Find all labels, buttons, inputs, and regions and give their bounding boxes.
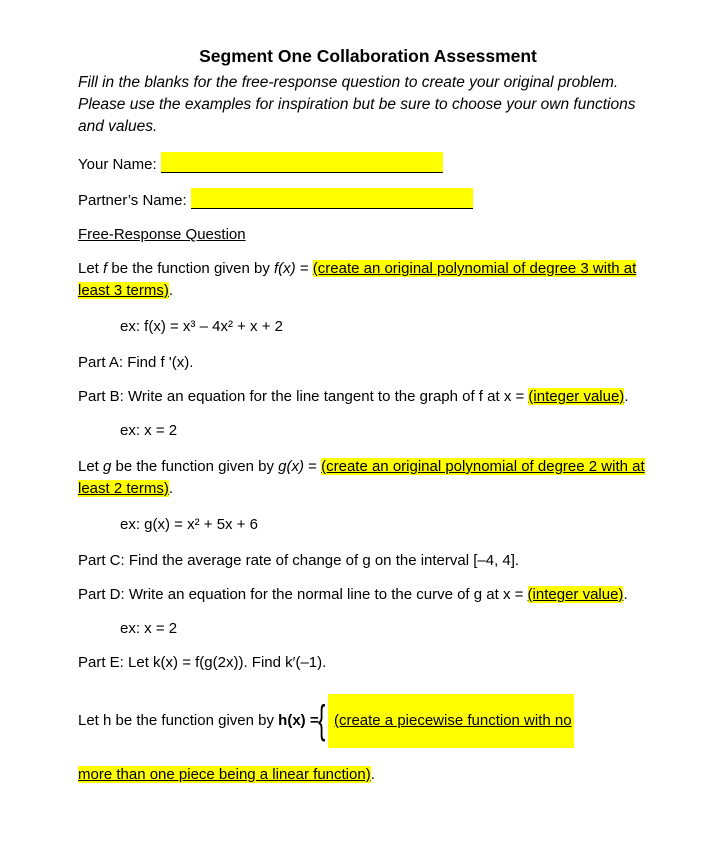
b-example: ex: x = 2 — [120, 422, 178, 439]
h-def-blank-box[interactable] — [328, 694, 574, 748]
h-def-end: . — [370, 766, 375, 783]
f-def-expr: f(x) — [273, 260, 296, 277]
g-def-expr: g(x) — [278, 458, 304, 475]
g-example: ex: g(x) = x² + 5x + 6 — [120, 516, 258, 533]
f-example: ex: f(x) = x³ – 4x² + x + 2 — [120, 318, 283, 335]
part-b-blank[interactable]: (integer value) — [528, 388, 625, 405]
h-definition — [78, 694, 658, 748]
piecewise-brace: { — [317, 698, 325, 742]
part-d — [78, 584, 658, 606]
your-name-row — [78, 152, 658, 176]
f-def-mid: be the function given by — [107, 260, 274, 277]
partner-name-field[interactable] — [191, 188, 473, 209]
partner-name-row — [78, 188, 658, 212]
f-definition — [78, 258, 658, 302]
document-page — [78, 46, 658, 786]
g-def-fn: g — [103, 458, 112, 475]
g-def-mid: be the function given by — [111, 458, 279, 475]
page-title: Segment One Collaboration Assessment — [199, 46, 537, 66]
f-def-blank[interactable]: (create an original polynomial of degree 3 with at least 3 terms) — [78, 260, 637, 299]
part-e: Part E: Let k(x) = f(g(2x)). Find k′(–1). — [78, 654, 327, 671]
your-name-field[interactable] — [161, 152, 443, 173]
partner-name-label: Partner’s Name: — [78, 192, 187, 209]
f-def-end: . — [168, 282, 174, 299]
h-definition-cont — [78, 764, 658, 786]
your-name-label: Your Name: — [78, 156, 157, 173]
part-d-end: . — [623, 586, 628, 603]
h-def-text: Let h be the function given by — [78, 712, 279, 729]
part-a: Part A: Find f '(x). — [78, 354, 194, 371]
part-b-end: . — [624, 388, 629, 405]
g-def-blank[interactable]: (create an original polynomial of degree 2 with at least 2 terms) — [78, 458, 645, 497]
h-def-expr: h(x) = — [278, 712, 319, 729]
g-def-end: . — [168, 480, 174, 497]
d-example: ex: x = 2 — [120, 620, 178, 637]
f-def-prefix: Let — [78, 260, 104, 277]
part-d-text: Part D: Write an equation for the normal line to the curve of g at x = — [78, 586, 528, 603]
g-definition — [78, 456, 658, 500]
section-heading-row — [78, 224, 658, 246]
part-b — [78, 386, 658, 408]
h-def-blank-line1: (create a piecewise function with no — [333, 712, 572, 729]
instructions: Fill in the blanks for the free-response question to create your original problem. Please use the examples for inspiration but be sure to choose your own functions and values. — [78, 74, 636, 135]
part-d-blank[interactable]: (integer value) — [527, 586, 624, 603]
g-def-prefix: Let — [78, 458, 104, 475]
h-def-blank-line2[interactable]: more than one piece being a linear function) — [78, 766, 371, 783]
section-heading: Free-Response Question — [78, 226, 246, 243]
f-def-fn: f — [103, 260, 108, 277]
g-def-eq: = — [304, 458, 322, 475]
part-b-text: Part B: Write an equation for the line tangent to the graph of f at x = — [78, 388, 529, 405]
f-def-eq: = — [295, 260, 313, 277]
part-c: Part C: Find the average rate of change of g on the interval [–4, 4]. — [78, 552, 520, 569]
